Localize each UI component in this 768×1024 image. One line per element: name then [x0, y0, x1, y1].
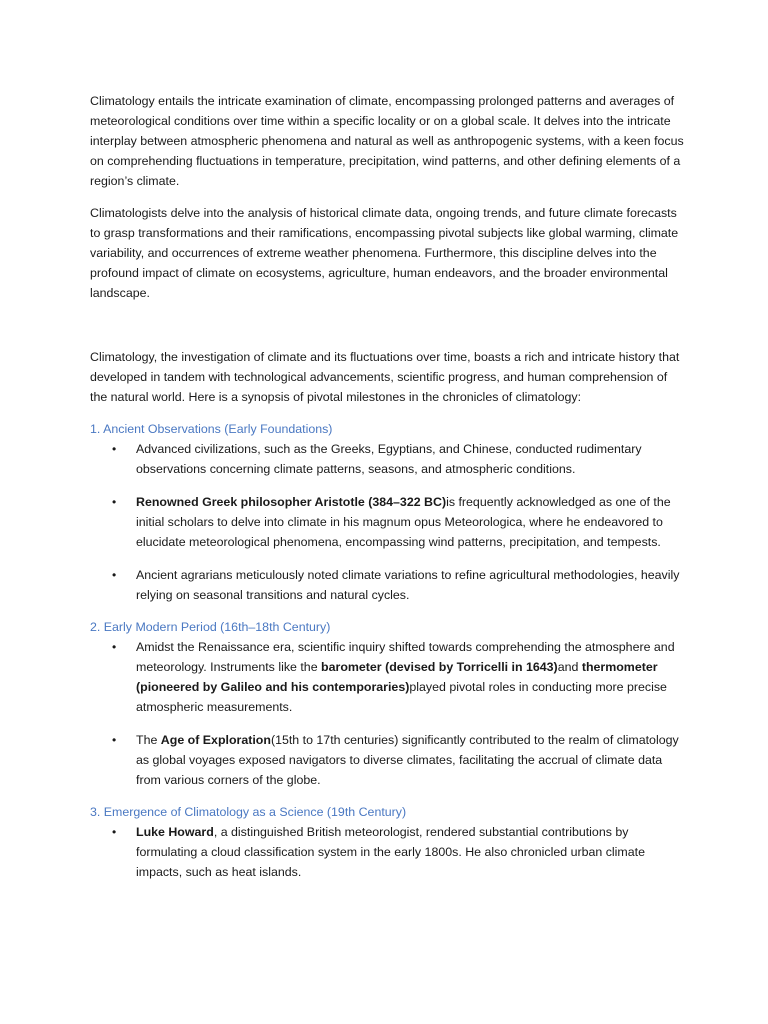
bullet-icon: •	[112, 442, 117, 456]
list-item-bold-text: barometer (devised by Torricelli in 1643)	[321, 660, 558, 674]
list-item-text: played pivotal roles in conducting more precise atmospheric measurements.	[136, 680, 667, 714]
list-item	[90, 565, 684, 605]
list-item-bold-text: Renowned Greek philosopher Aristotle (384–322 BC)	[136, 495, 447, 509]
bullet-icon: •	[112, 825, 117, 839]
bullet-icon: •	[112, 640, 117, 654]
list-item-text: (15th to 17th centuries) significantly contributed to the realm of climatology as global voyages exposed navigators to diverse climates, facilitating the accrual of climate data from various corners of the globe.	[136, 733, 679, 787]
list-item-text: , a distinguished British meteorologist, rendered substantial contributions by formulating a cloud classification system in the early 1800s. He also chronicled urban climate impacts, such as heat islands.	[136, 825, 645, 879]
intro-paragraph-3: Climatology, the investigation of climate and its fluctuations over time, boasts a rich and intricate history that developed in tandem with technological advancements, scientific progress, and human comprehension of the natural world. Here is a synopsis of pivotal milestones in the chronicles of climatology:	[90, 350, 680, 404]
intro-paragraph-1: Climatology entails the intricate examination of climate, encompassing prolonged patterns and averages of meteorological conditions over time within a specific locality or on a global scale. It delves into the intricate interplay between atmospheric phenomena and natural as well as anthropogenic systems, with a keen focus on comprehending fluctuations in temperature, precipitation, wind patterns, and other defining elements of a region’s climate.	[90, 94, 684, 188]
bullet-icon: •	[112, 495, 117, 509]
bullet-icon: •	[112, 733, 117, 747]
list-item-text: Advanced civilizations, such as the Greeks, Egyptians, and Chinese, conducted rudimentary observations concerning climate patterns, seasons, and atmospheric conditions.	[136, 442, 642, 476]
list-item-bold-text: Luke Howard	[136, 825, 214, 839]
section-early-modern-period	[90, 617, 684, 790]
section-ancient-observations	[90, 419, 684, 605]
bullet-icon: •	[112, 568, 117, 582]
bullet-list	[90, 439, 684, 605]
list-item	[90, 439, 684, 479]
list-item	[90, 822, 684, 882]
section-heading: 2. Early Modern Period (16th–18th Century)	[90, 620, 331, 634]
list-item-bold-text: Age of Exploration	[160, 733, 271, 747]
section-heading: 3. Emergence of Climatology as a Science (19th Century)	[90, 805, 407, 819]
list-item-text: and	[557, 660, 582, 674]
list-item	[90, 730, 684, 790]
list-item-bold-text: thermometer (pioneered by Galileo and his contemporaries)	[136, 660, 658, 694]
list-item	[90, 492, 684, 552]
bullet-list	[90, 822, 684, 882]
section-emergence-of-climatology	[90, 802, 684, 882]
list-item-text: is frequently acknowledged as one of the initial scholars to delve into climate in his magnum opus Meteorologica, where he endeavored to elucidate meteorological phenomena, encompassing wind patterns, precipitation, and tempests.	[136, 495, 671, 549]
list-item	[90, 637, 684, 717]
list-item-text: The	[136, 733, 161, 747]
bullet-list	[90, 637, 684, 790]
section-heading: 1. Ancient Observations (Early Foundations)	[90, 422, 333, 436]
list-item-text: Ancient agrarians meticulously noted climate variations to refine agricultural methodologies, heavily relying on seasonal transitions and natural cycles.	[136, 568, 680, 602]
list-item-text: Amidst the Renaissance era, scientific inquiry shifted towards comprehending the atmosphere and meteorology. Instruments like the	[136, 640, 675, 674]
intro-paragraph-2: Climatologists delve into the analysis of historical climate data, ongoing trends, and future climate forecasts to grasp transformations and their ramifications, encompassing pivotal subjects like global warming, climate variability, and occurrences of extreme weather phenomena. Furthermore, this discipline delves into the profound impact of climate on ecosystems, agriculture, human endeavors, and the broader environmental landscape.	[90, 206, 679, 300]
